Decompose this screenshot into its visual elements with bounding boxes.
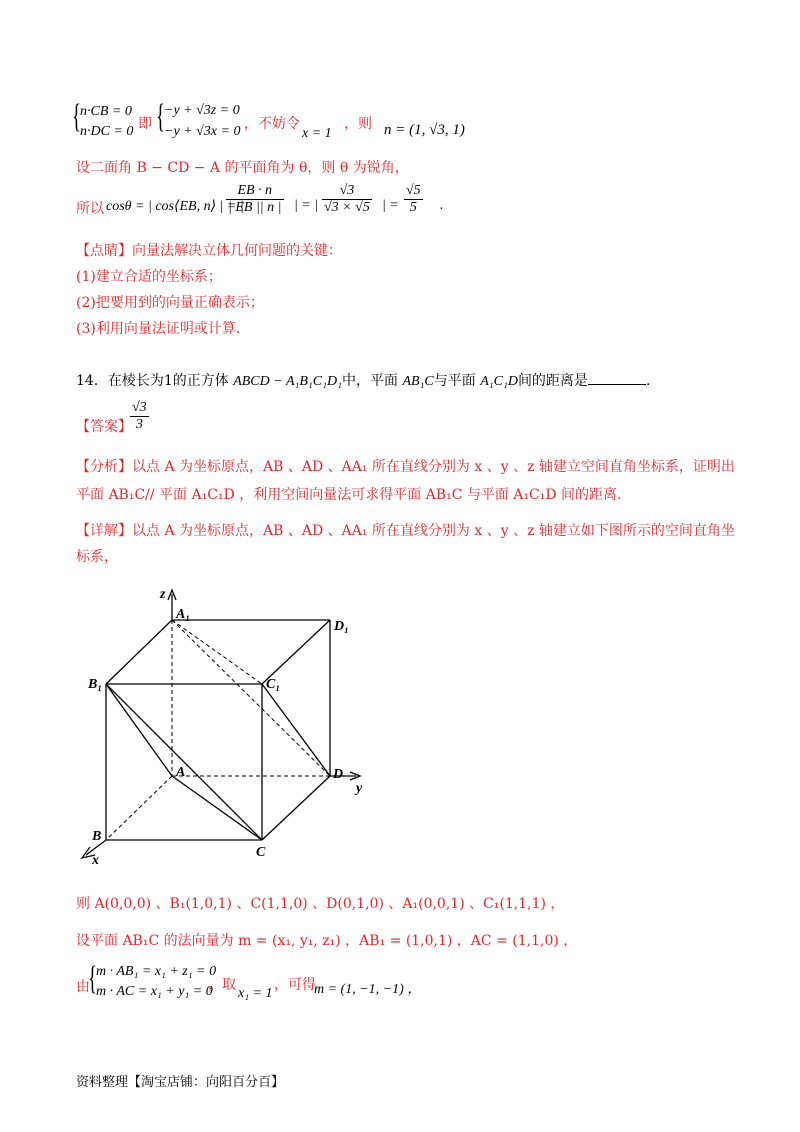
dianjing-item-2: (2)把要用到的向量正确表示； bbox=[76, 295, 264, 311]
text-bufangling: ，不妨令 bbox=[244, 116, 300, 132]
label-a: A bbox=[176, 765, 186, 780]
left-brace-2: { bbox=[156, 98, 165, 135]
equation-y-x: −y + √3x = 0 bbox=[164, 124, 241, 139]
label-y: y bbox=[356, 781, 363, 796]
plane-a1c1d: A₁C₁D bbox=[480, 374, 518, 389]
cos-mid: | = | bbox=[294, 198, 319, 213]
text-qu: ，取 bbox=[208, 977, 236, 993]
cos-end: | = bbox=[382, 198, 399, 213]
equation-n-dc: n·DC = 0 bbox=[80, 124, 134, 139]
edge-b1-a1 bbox=[106, 620, 172, 684]
text-ze: ，则 bbox=[344, 116, 372, 132]
label-x: x bbox=[92, 853, 99, 868]
cos-prefix: 所以 bbox=[76, 201, 104, 217]
analysis-line-2: 平面 AB₁C// 平面 A₁C₁D ，利用空间向量法可求得平面 AB₁C 与平面 A₁C₁D 间的距离. bbox=[76, 487, 622, 503]
dianjing-item-1: (1)建立合适的坐标系； bbox=[76, 269, 222, 285]
detail-line-1: 【详解】以点 A 为坐标原点，AB 、AD 、AA₁ 所在直线分别为 x 、y 、z 轴建立如下图所示的空间直角坐 bbox=[76, 523, 735, 539]
normal-vector-line: 设平面 AB₁C 的法向量为 m = (x₁, y₁, z₁) ，AB₁ = (1,0,1) ，AC = (1,1,0) ， bbox=[76, 933, 578, 949]
fraction-sqrt5-numerator: √5 bbox=[406, 183, 421, 198]
fraction-sqrt5-denominator: 5 bbox=[409, 200, 417, 215]
question-text-d: 间的距离是 bbox=[517, 373, 588, 389]
coordinates-line: 则 A(0,0,0) 、B₁(1,0,1) 、C(1,1,0) 、D(0,1,0) 、A₁(0,0,1) 、C₁(1,1,1) ， bbox=[76, 896, 565, 912]
hidden-segment-a1-d bbox=[172, 620, 330, 776]
text-you: 由 bbox=[76, 979, 90, 995]
label-b: B bbox=[92, 829, 102, 844]
answer-numerator: √3 bbox=[132, 400, 147, 415]
answer-label: 【答案】 bbox=[76, 419, 132, 435]
hidden-segment-a1-c1 bbox=[172, 620, 262, 684]
segment-c1-d bbox=[262, 684, 330, 776]
equation-y-z: −y + √3z = 0 bbox=[164, 103, 240, 118]
dianjing-title: 【点睛】向量法解决立体几何问题的关键： bbox=[76, 243, 342, 259]
label-a1: A₁ bbox=[176, 607, 191, 622]
segment-b1-a bbox=[106, 684, 172, 776]
label-d: D bbox=[333, 767, 344, 782]
detail-line-2: 标系， bbox=[76, 549, 118, 565]
left-brace-3: { bbox=[88, 960, 97, 997]
equation-m-ab1: m · AB₁ = x₁ + z₁ = 0 bbox=[96, 964, 217, 979]
fraction-eb-n-numerator: EB · n bbox=[226, 183, 284, 200]
edge-c-d bbox=[262, 776, 330, 840]
dihedral-angle-line: 设二面角 B − CD − A 的平面角为 θ，则 θ 为锐角， bbox=[76, 160, 409, 176]
segment-a-c bbox=[172, 776, 262, 840]
plane-ab1c: AB₁C bbox=[402, 374, 434, 389]
cos-expression: cosθ = | cos⟨EB, n⟩ | = | bbox=[106, 199, 244, 214]
cube-name: ABCD − A₁B₁C₁D₁ bbox=[233, 374, 342, 389]
analysis-line-1: 【分析】以点 A 为坐标原点，AB 、AD 、AA₁ 所在直线分别为 x 、y 、z 轴建立空间直角坐标系，证明出 bbox=[76, 459, 735, 475]
label-b1: B₁ bbox=[88, 677, 103, 692]
text-kede: ，可得 bbox=[274, 977, 316, 993]
equation-n-cb: n·CB = 0 bbox=[80, 104, 132, 119]
label-c: C bbox=[256, 845, 266, 860]
left-brace-1: { bbox=[72, 98, 81, 135]
label-z: z bbox=[160, 587, 166, 602]
text-ji: 即 bbox=[138, 116, 152, 132]
answer-denominator: 3 bbox=[135, 417, 143, 432]
equation-m-ac: m · AC = x₁ + y₁ = 0 bbox=[96, 984, 213, 999]
fraction-sqrt3-denominator: √3 × √5 bbox=[324, 200, 370, 215]
dianjing-item-3: (3)利用向量法证明或计算. bbox=[76, 321, 241, 337]
question-end: . bbox=[645, 373, 651, 389]
question-text-a: 在棱长为1的正方体 bbox=[107, 373, 229, 389]
x1-equals-one: x₁ = 1 bbox=[238, 986, 273, 1001]
edge-d1-c1 bbox=[262, 620, 330, 684]
question-number: 14． bbox=[76, 373, 108, 389]
fraction-eb-n-denominator: | EB || n | bbox=[228, 200, 282, 215]
m-vector-result: m = (1, −1, −1) ， bbox=[314, 982, 422, 997]
footer-text: 资料整理【淘宝店铺：向阳百分百】 bbox=[76, 1075, 285, 1090]
label-d1: D₁ bbox=[334, 619, 349, 634]
segment-b1-c bbox=[106, 684, 262, 840]
question-text-c: 与平面 bbox=[433, 373, 476, 389]
cos-period: . bbox=[440, 198, 444, 213]
n-vector-result: n = (1, √3, 1) bbox=[384, 122, 465, 138]
hidden-edge-a-b bbox=[106, 776, 172, 840]
question-text-b: 中，平面 bbox=[341, 373, 398, 389]
x-equals-one: x = 1 bbox=[302, 126, 332, 141]
fraction-sqrt3-numerator: √3 bbox=[322, 183, 372, 200]
label-c1: C₁ bbox=[266, 677, 281, 692]
